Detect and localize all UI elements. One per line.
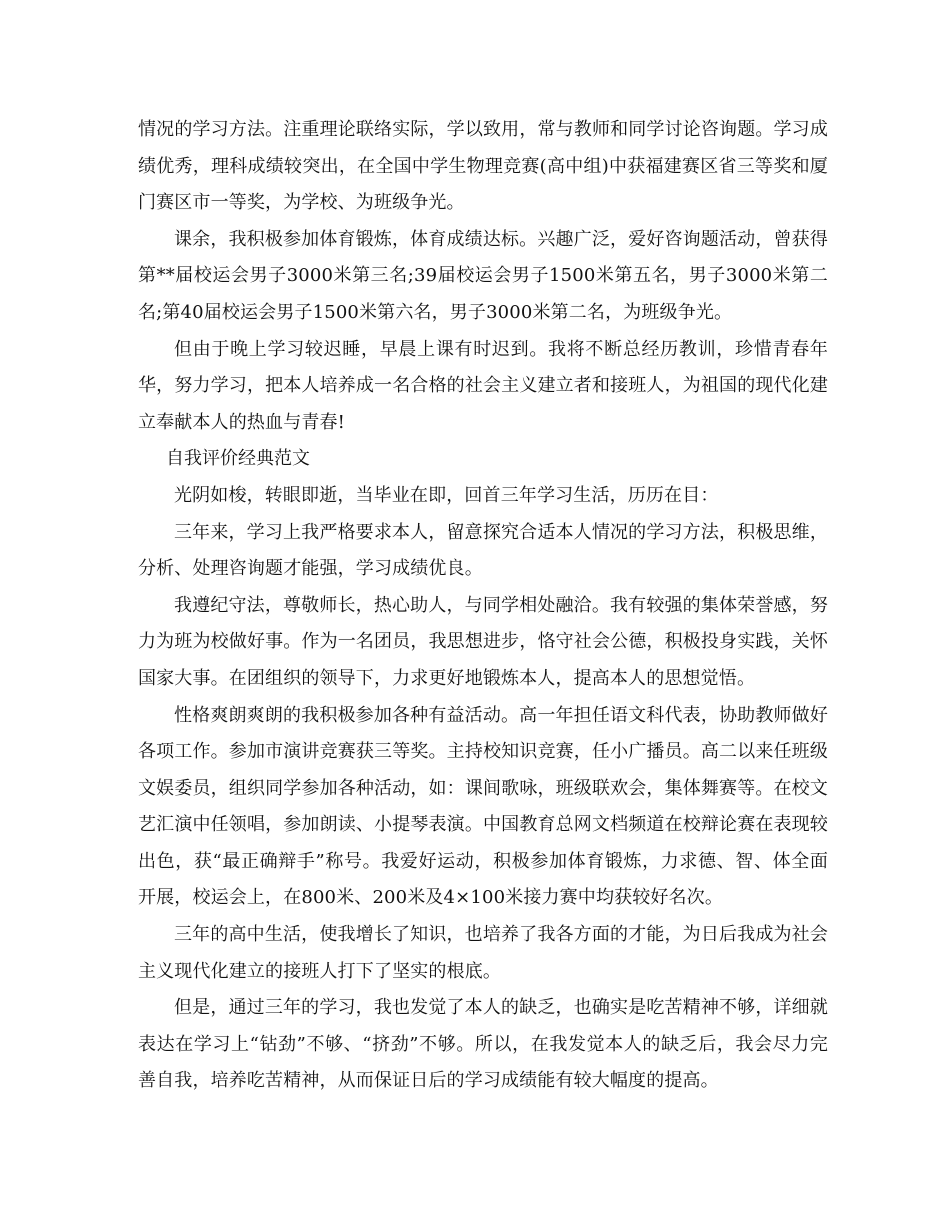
- paragraph-intro: 光阴如梭，转眼即逝，当毕业在即，回首三年学习生活，历历在目：: [174, 484, 719, 506]
- paragraph-growth: 三年的高中生活，使我增长了知识，也培养了我各方面的才能，为日后我成为社会主义现代化建立的接班人打下了坚实的根底。: [138, 924, 828, 982]
- paragraph-activities: 性格爽朗爽朗的我积极参加各种有益活动。高一年担任语文科代表，协助教师做好各项工作。参加市演讲竞赛获三等奖。主持校知识竞赛，任小广播员。高二以来任班级文娱委员，组织同学参加各种活动，如：课间歌咏，班级联欢会，集体舞赛等。在校文艺汇演中任领唱，参加朗读、小提琴表演。中国教育总网文档频道在校辩论赛在表现较出色，获“最正确辩手”称号。我爱好运动，积极参加体育锻炼，力求德、智、体全面开展，校运会上，在800米、200米及4×100米接力赛中均获较好名次。: [138, 704, 828, 909]
- paragraph-conduct: 我遵纪守法，尊敬师长，热心助人，与同学相处融洽。我有较强的集体荣誉感，努力为班为校做好事。作为一名团员，我思想进步，恪守社会公德，积极投身实践，关怀国家大事。在团组织的领导下，力求更好地锻炼本人，提高本人的思想觉悟。: [138, 594, 828, 689]
- section-title: 自我评价经典范文: [166, 448, 310, 470]
- document-body: [138, 112, 828, 1100]
- paragraph-study-methods: 情况的学习方法。注重理论联络实际，学以致用，常与教师和同学讨论咨询题。学习成绩优秀，理科成绩较突出，在全国中学生物理竞赛(高中组)中获福建赛区省三等奖和厦门赛区市一等奖，为学校、为班级争光。: [138, 119, 828, 214]
- paragraph-sports: 课余，我积极参加体育锻炼，体育成绩达标。兴趣广泛，爱好咨询题活动，曾获得第**届校运会男子3000米第三名;39届校运会男子1500米第五名，男子3000米第二名;第40届校运会男子1500米第六名，男子3000米第二名，为班级争光。: [138, 228, 828, 323]
- paragraph-study: 三年来，学习上我严格要求本人，留意探究合适本人情况的学习方法，积极思维，分析、处理咨询题才能强，学习成绩优良。: [138, 521, 828, 580]
- paragraph-improvement: 但是，通过三年的学习，我也发觉了本人的缺乏，也确实是吃苦精神不够，详细就表达在学习上“钻劲”不够、“挤劲”不够。所以，在我发觉本人的缺乏后，我会尽力完善自我，培养吃苦精神，从而保证日后的学习成绩能有较大幅度的提高。: [138, 997, 828, 1092]
- paragraph-shortcomings-early: 但由于晚上学习较迟睡，早晨上课有时迟到。我将不断总经历教训，珍惜青春年华，努力学习，把本人培养成一名合格的社会主义建立者和接班人，为祖国的现代化建立奉献本人的热血与青春!: [138, 338, 828, 433]
